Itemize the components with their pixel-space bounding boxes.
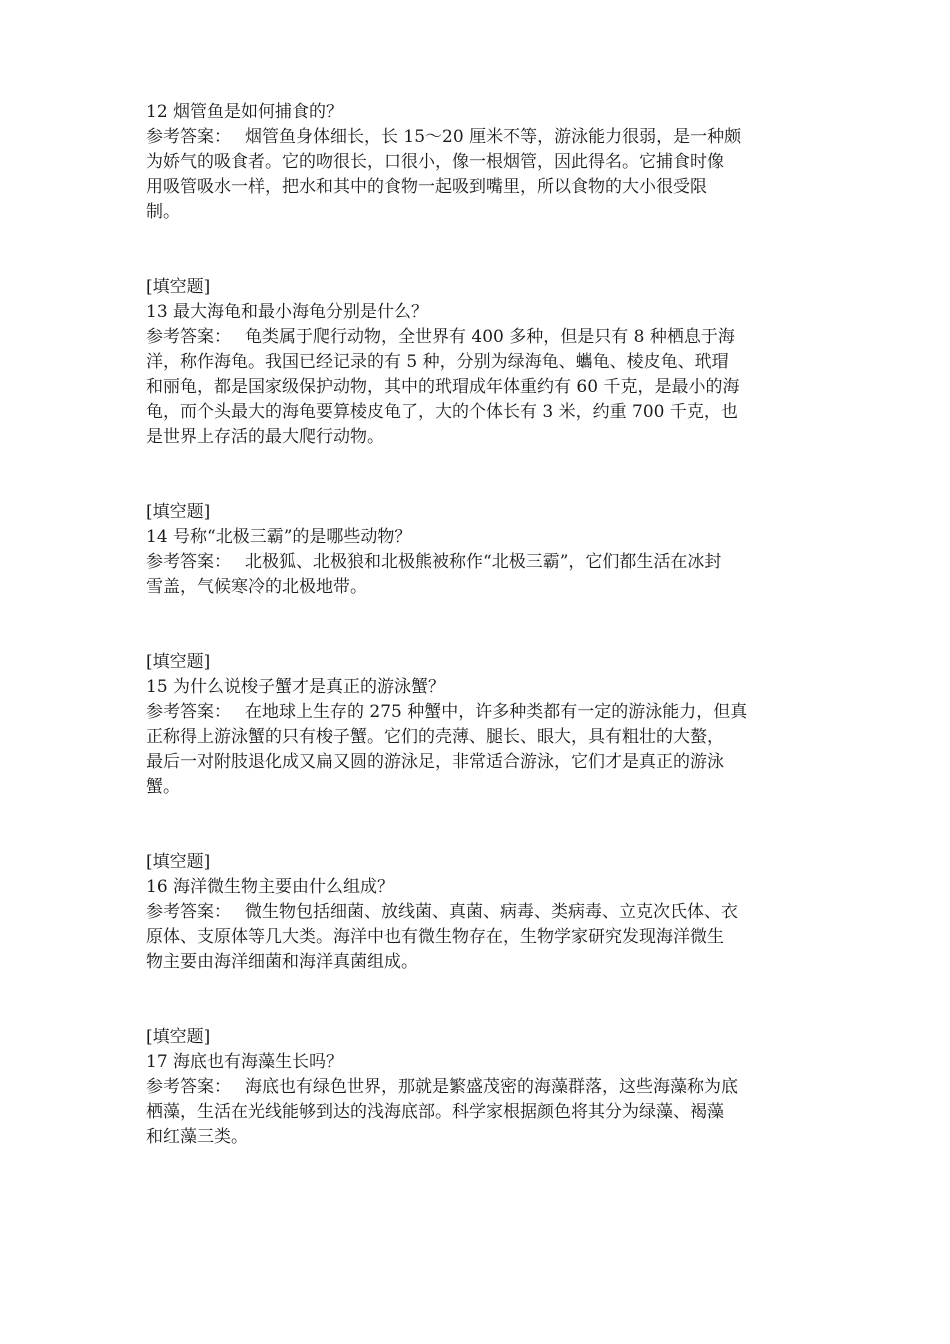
answer-text: 正称得上游泳蟹的只有梭子蟹。它们的壳薄、腿长、眼大，具有粗壮的大螯， [146, 727, 724, 747]
answer-line [146, 900, 806, 925]
question-type-tag: [填空题] [146, 277, 211, 297]
answer-text: 最后一对附肢退化成又扁又圆的游泳足，非常适合游泳，它们才是真正的游泳 [146, 752, 724, 772]
answer-text: 蟹。 [146, 777, 180, 797]
answer-text: 原体、支原体等几大类。海洋中也有微生物存在，生物学家研究发现海洋微生 [146, 927, 724, 947]
qa-item-14 [146, 500, 806, 600]
answer-line [146, 325, 806, 350]
question-text: 16 海洋微生物主要由什么组成？ [146, 877, 395, 897]
answer-text: 物主要由海洋细菌和海洋真菌组成。 [146, 952, 418, 972]
answer-line [146, 125, 806, 150]
answer-text: 海底也有绿色世界，那就是繁盛茂密的海藻群落，这些海藻称为底 [245, 1077, 738, 1097]
answer-text: 龟，而个头最大的海龟要算棱皮龟了，大的个体长有 3 米，约重 700 千克，也 [146, 402, 738, 422]
answer-text: 龟类属于爬行动物，全世界有 400 多种，但是只有 8 种栖息于海 [245, 327, 735, 347]
qa-item-12 [146, 100, 806, 225]
qa-item-13 [146, 275, 806, 450]
qa-list [146, 100, 806, 1150]
answer-text: 洋，称作海龟。我国已经记录的有 5 种，分别为绿海龟、蠵龟、棱皮龟、玳瑁 [146, 352, 729, 372]
answer-text: 微生物包括细菌、放线菌、真菌、病毒、类病毒、立克次氏体、衣 [245, 902, 738, 922]
answer-text: 烟管鱼身体细长，长 15～20 厘米不等，游泳能力很弱，是一种颇 [245, 127, 742, 147]
answer-text: 北极狐、北极狼和北极熊被称作“北极三霸”，它们都生活在冰封 [245, 552, 722, 572]
answer-line [146, 550, 806, 575]
question-type-tag: [填空题] [146, 652, 211, 672]
answer-label: 参考答案： [146, 1077, 231, 1097]
qa-item-15 [146, 650, 806, 800]
answer-text: 制。 [146, 202, 180, 222]
question-text: 12 烟管鱼是如何捕食的？ [146, 102, 344, 122]
question-text: 17 海底也有海藻生长吗？ [146, 1052, 344, 1072]
answer-label: 参考答案： [146, 902, 231, 922]
question-type-tag: [填空题] [146, 852, 211, 872]
answer-text: 为娇气的吸食者。它的吻很长，口很小，像一根烟管，因此得名。它捕食时像 [146, 152, 724, 172]
answer-label: 参考答案： [146, 552, 231, 572]
answer-line [146, 1075, 806, 1100]
answer-text: 用吸管吸水一样，把水和其中的食物一起吸到嘴里，所以食物的大小很受限 [146, 177, 707, 197]
answer-text: 和红藻三类。 [146, 1127, 248, 1147]
question-type-tag: [填空题] [146, 1027, 211, 1047]
answer-text: 是世界上存活的最大爬行动物。 [146, 427, 384, 447]
answer-line [146, 700, 806, 725]
question-text: 15 为什么说梭子蟹才是真正的游泳蟹？ [146, 677, 446, 697]
answer-text: 栖藻，生活在光线能够到达的浅海底部。科学家根据颜色将其分为绿藻、褐藻 [146, 1102, 724, 1122]
question-text: 14 号称“北极三霸”的是哪些动物？ [146, 527, 412, 547]
answer-text: 和丽龟，都是国家级保护动物，其中的玳瑁成年体重约有 60 千克，是最小的海 [146, 377, 740, 397]
answer-label: 参考答案： [146, 702, 231, 722]
answer-label: 参考答案： [146, 127, 231, 147]
answer-text: 在地球上生存的 275 种蟹中，许多种类都有一定的游泳能力，但真 [245, 702, 748, 722]
qa-item-16 [146, 850, 806, 975]
answer-label: 参考答案： [146, 327, 231, 347]
question-type-tag: [填空题] [146, 502, 211, 522]
answer-text: 雪盖，气候寒冷的北极地带。 [146, 577, 367, 597]
question-text: 13 最大海龟和最小海龟分别是什么？ [146, 302, 429, 322]
qa-item-17 [146, 1025, 806, 1150]
